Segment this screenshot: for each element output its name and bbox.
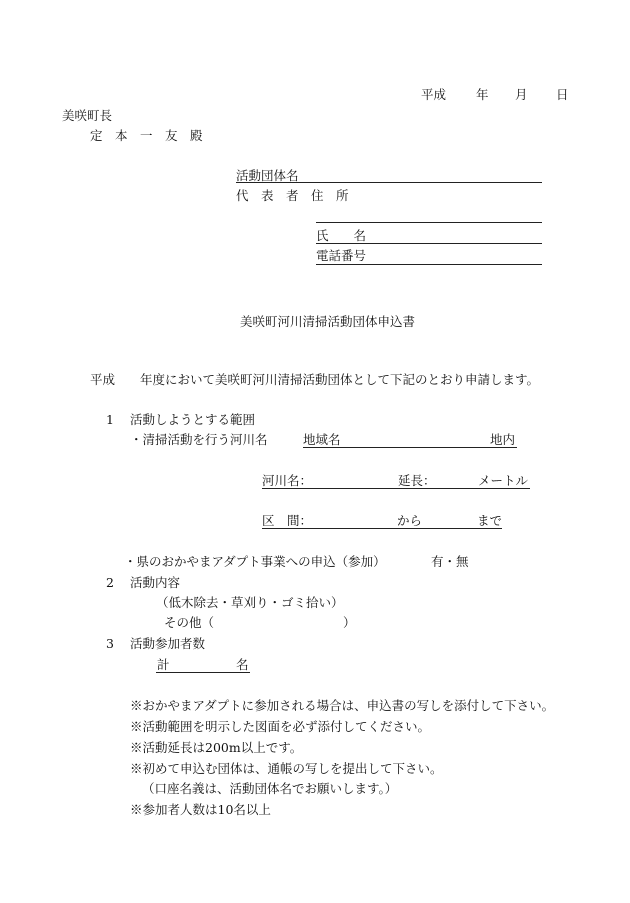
phone-label: 電話番号 [316,248,367,263]
from-label: から [397,513,423,528]
section1-title: 活動しようとする範囲 [130,412,256,427]
other-close: ） [343,615,356,630]
section2-title: 活動内容 [130,575,181,590]
date-era: 平成 [421,87,447,102]
other-open: その他（ [164,615,215,630]
area-label: 地域名 [303,432,341,447]
group-name-line [236,182,542,183]
length-label: 延長： [398,473,436,488]
note-item: ※おかやまアダプトに参加される場合は、申込書の写しを添付して下さい。 [130,698,555,713]
section-range-label: 区 間： [262,513,313,528]
section3-number: 3 [106,636,114,651]
group-name-label: 活動団体名 [236,168,299,183]
section1-number: 1 [106,412,114,427]
area-suffix: 地内 [490,432,516,447]
note-item: ※活動延長は200m以上です。 [130,740,303,755]
addressee-name: 定 本 一 友 殿 [90,128,203,143]
length-unit: メートル [478,473,529,488]
representative-address-label: 代 表 者 住 所 [236,188,349,203]
note-item: ※参加者人数は10名以上 [130,802,271,817]
note-item: ※活動範囲を明示した図面を必ず添付してください。 [130,719,431,734]
date-year: 年 [476,87,489,102]
note-item: ※初めて申込む団体は、通帳の写しを提出して下さい。 [130,761,443,776]
phone-line [316,264,542,265]
river-name-label: ・清掃活動を行う河川名 [130,432,268,447]
adopt-label: ・県のおかやまアダプト事業への申込（参加） [124,554,386,569]
name-line [316,243,542,244]
total-label: 計 [157,657,170,672]
section3-title: 活動参加者数 [130,636,206,651]
document-title: 美咲町河川清掃活動団体申込書 [240,314,416,329]
section2-number: 2 [106,575,114,590]
intro-text: 平成 年度において美咲町河川清掃活動団体として下記のとおり申請します。 [90,372,540,387]
name-label: 氏 名 [316,228,367,243]
river-field-label: 河川名： [262,473,313,488]
date-day: 日 [556,87,569,102]
section-range-line [262,528,502,529]
participant-unit: 名 [236,657,249,672]
addressee-title: 美咲町長 [62,108,113,123]
note-item: （口座名義は、活動団体名でお願いします。） [142,781,398,796]
address-line [316,222,542,223]
adopt-options: 有・無 [431,554,469,569]
river-length-line [262,488,530,489]
date-month: 月 [515,87,528,102]
area-line [303,447,517,448]
activity-content: （低木除去・草刈り・ゴミ拾い） [156,595,344,610]
to-label: まで [477,513,503,528]
participant-line [156,672,250,673]
